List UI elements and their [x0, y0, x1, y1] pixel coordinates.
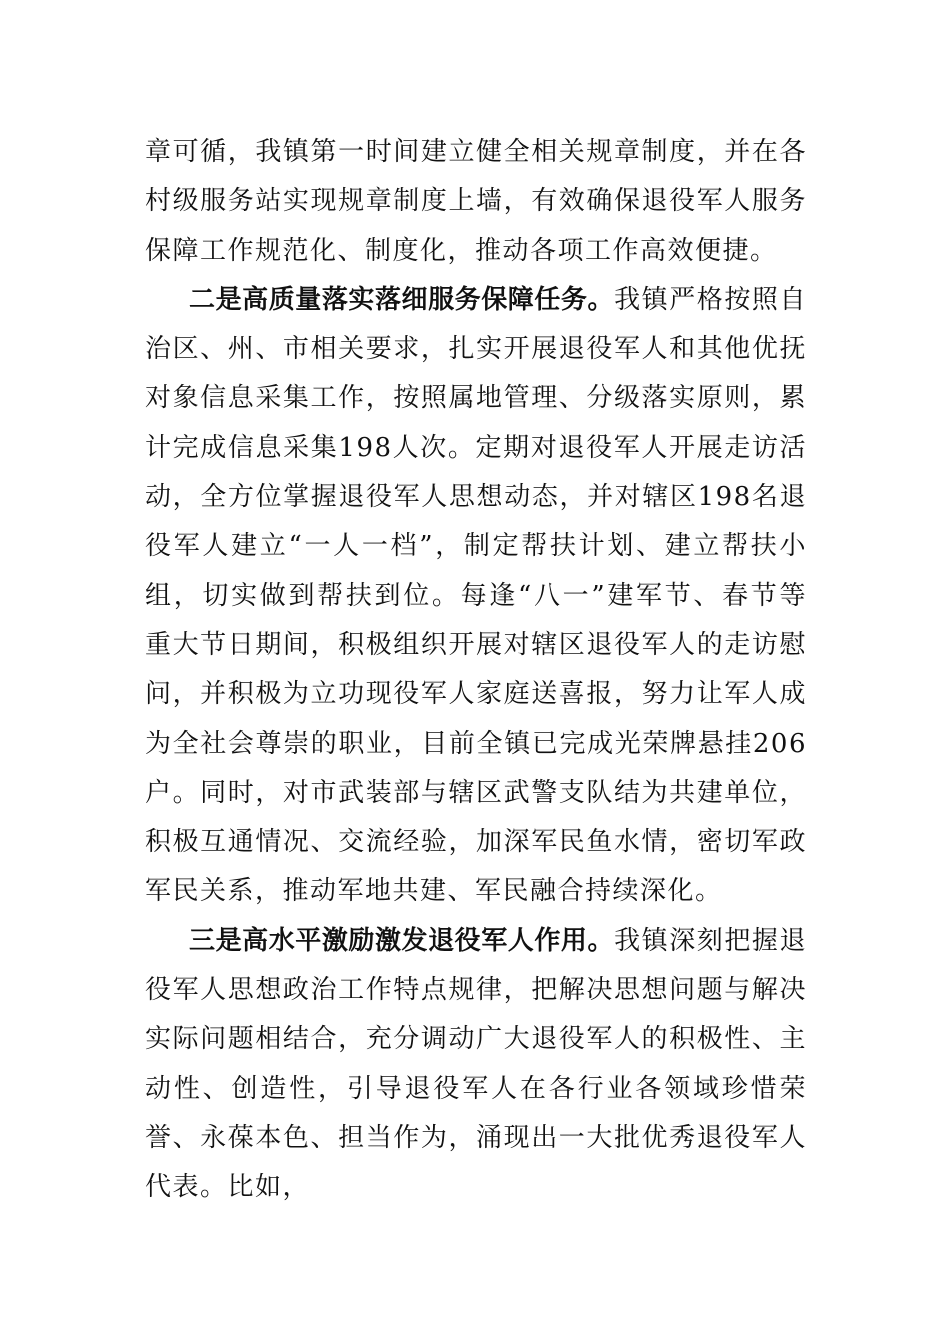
paragraph-heading: 三是高水平激励激发退役军人作用。: [189, 925, 615, 956]
paragraph-text: 我镇深刻把握退役军人思想政治工作特点规律，把解决思想问题与解决实际问题相结合，充分调动广大退役军人的积极性、主动性、创造性，引导退役军人在各行业各领域珍惜荣誉、永葆本色、担当作为，涌现出一大批优秀退役军人代表。比如，: [145, 925, 807, 1203]
paragraph-text: 章可循，我镇第一时间建立健全相关规章制度，并在各村级服务站实现规章制度上墙，有效确保退役军人服务保障工作规范化、制度化，推动各项工作高效便捷。: [145, 137, 807, 266]
paragraph-veteran-role: [145, 917, 807, 1213]
paragraph-text: 我镇严格按照自治区、州、市相关要求，扎实开展退役军人和其他优抚对象信息采集工作，按照属地管理、分级落实原则，累计完成信息采集198人次。定期对退役军人开展走访活动，全方位掌握退役军人思想动态，并对辖区198名退役军人建立“一人一档”，制定帮扶计划、建立帮扶小组，切实做到帮扶到位。每逢“八一”建军节、春节等重大节日期间，积极组织开展对辖区退役军人的走访慰问，并积极为立功现役军人家庭送喜报，努力让军人成为全社会尊崇的职业，目前全镇已完成光荣牌悬挂206户。同时，对市武装部与辖区武警支队结为共建单位，积极互通情况、交流经验，加深军民鱼水情，密切军政军民关系，推动军地共建、军民融合持续深化。: [145, 284, 807, 907]
document-body: [145, 128, 807, 1213]
paragraph-heading: 二是高质量落实落细服务保障任务。: [189, 284, 615, 315]
paragraph-service-guarantee: [145, 276, 807, 917]
paragraph-continuation: [145, 128, 807, 276]
